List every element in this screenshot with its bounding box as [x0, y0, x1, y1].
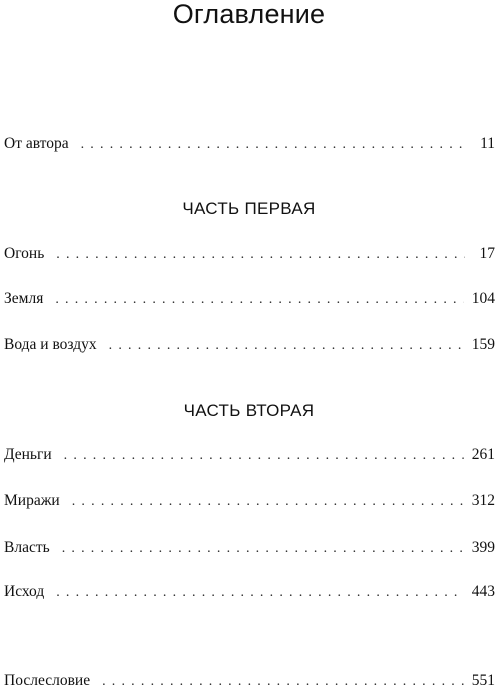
toc-entry-voda-i-vozduh[interactable]: [4, 334, 495, 356]
dot-leader: [81, 134, 465, 156]
dot-leader: [109, 335, 464, 357]
part-one-heading: ЧАСТЬ ПЕРВАЯ: [182, 199, 316, 218]
toc-entry-label: Послесловие: [4, 672, 91, 689]
toc-entry-label: Миражи: [4, 492, 60, 509]
page-title: Оглавление: [172, 0, 326, 29]
dot-leader: [55, 289, 463, 311]
dot-leader: [102, 671, 464, 693]
dot-leader: [56, 582, 464, 604]
toc-entry-page: 399: [471, 539, 495, 556]
dot-leader: [56, 244, 465, 266]
toc-entry-label: Деньги: [4, 446, 52, 463]
part-two-heading: ЧАСТЬ ВТОРАЯ: [183, 401, 315, 420]
toc-entry-page: 261: [471, 446, 495, 463]
dot-leader: [64, 445, 464, 467]
toc-entry-page: 551: [471, 672, 495, 689]
toc-entry-page: 104: [471, 290, 495, 307]
toc-entry-ogon[interactable]: [4, 243, 495, 265]
toc-entry-label: Вода и воздух: [4, 336, 97, 353]
toc-entry-page: 443: [471, 583, 495, 600]
toc-entry-page: 11: [480, 135, 495, 152]
toc-entry-page: 312: [471, 492, 495, 509]
toc-entry-zemlya[interactable]: [4, 288, 495, 310]
toc-entry-ot-avtora[interactable]: [4, 133, 495, 155]
dot-leader: [72, 491, 464, 513]
toc-entry-dengi[interactable]: [4, 444, 495, 466]
toc-entry-ishod[interactable]: [4, 581, 495, 603]
dot-leader: [62, 538, 464, 560]
toc-entry-mirazhi[interactable]: [4, 490, 495, 512]
toc-entry-vlast[interactable]: [4, 537, 495, 559]
toc-entry-label: От автора: [4, 135, 69, 152]
toc-entry-label: Власть: [4, 539, 50, 556]
toc-entry-page: 17: [479, 245, 495, 262]
toc-entry-label: Огонь: [4, 245, 45, 262]
toc-entry-page: 159: [471, 336, 495, 353]
toc-entry-label: Земля: [4, 290, 44, 307]
toc-entry-posleslovie[interactable]: [4, 670, 495, 692]
toc-entry-label: Исход: [4, 583, 45, 600]
